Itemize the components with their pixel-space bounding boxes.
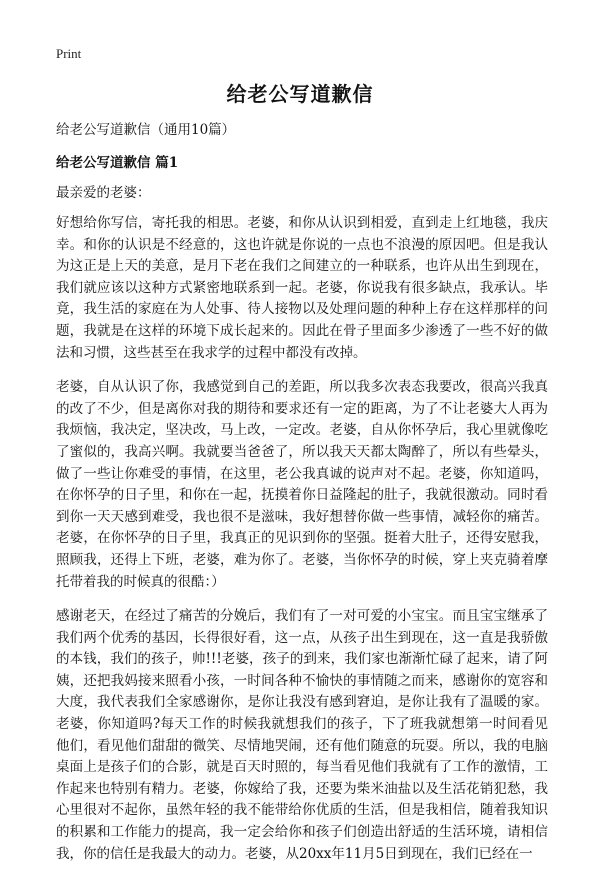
paragraph-1: 好想给你写信，寄托我的相思。老婆，和你从认识到相爱，直到走上红地毯，我庆幸。和你的认识是不经意的，这也许就是你说的一点也不浪漫的原因吧。但是我认为这正是上天的美意，是月下老在我们之间建立的一种联系，也许从出生到现在，我们就应该以这种方式紧密地联系到一起。老婆，你说我有很多缺点，我承认。毕竟，我生活的家庭在为人处事、待人接物以及处理问题的种种上存在这样那样的问题，我就是在这样的环境下成长起来的。因此在骨子里面多少渗透了一些不好的做法和习惯，这些甚至在我求学的过程中都没有改掉。 [56, 215, 548, 361]
page-title: 给老公写道歉信 [226, 82, 374, 106]
letter-salutation: 最亲爱的老婆： [56, 185, 151, 201]
document-body [56, 120, 548, 878]
section-heading: 给老公写道歉信 篇1 [56, 155, 179, 171]
document-subtitle: 给老公写道歉信（通用10篇） [56, 122, 236, 138]
paragraph-2: 老婆，自从认识了你，我感觉到自己的差距，所以我多次表态我要改，很高兴我真的改了不少，但是离你对我的期待和要求还有一定的距离，为了不让老婆大人再为我烦恼，我决定，坚决改，马上改，一定改。老婆，自从你怀孕后，我心里就像吃了蜜似的，我高兴啊。我就要当爸爸了，所以我天天都太陶醉了，所以有些晕头，做了一些让你难受的事情，在这里，老公我真诚的说声对不起。老婆，你知道吗，在你怀孕的日子里，和你在一起，抚摸着你日益隆起的肚子，我就很激动。同时看到你一天天感到难受，我也很不是滋味，我好想替你做一些事情，减轻你的痛苦。老婆，在你怀孕的日子里，我真正的见识到你的坚强。挺着大肚子，还得安慰我，照顾我，还得上下班，老婆，难为你了。老婆，当你怀孕的时候，穿上夹克骑着摩托带着我的时候真的很酷：） [56, 379, 548, 590]
paragraph-3: 感谢老天，在经过了痛苦的分娩后，我们有了一对可爱的小宝宝。而且宝宝继承了我们两个优秀的基因，长得很好看，这一点，从孩子出生到现在，这一直是我骄傲的本钱，我们的孩子，帅!!!老婆，孩子的到来，我们家也渐渐忙碌了起来，请了阿姨，还把我妈接来照看小孩，一时间各种不愉快的事情随之而来，感谢你的宽容和大度，我代表我们全家感谢你，是你让我没有感到窘迫，是你让我有了温暖的家。老婆，你知道吗?每天工作的时候我就想我们的孩子，下了班我就想第一时间看见他们，看见他们甜甜的微笑、尽情地哭闹，还有他们随意的玩耍。所以，我的电脑桌面上是孩子们的合影，就是百天时照的，每当看见他们我就有了工作的激情，工作起来也特别有精力。老婆，你嫁给了我，还要为柴米油盐以及生活花销犯愁，我心里很对不起你，虽然年轻的我不能带给你优质的生活，但是我相信，随着我知识的积累和工作能力的提高，我一定会给你和孩子们创造出舒适的生活环境，请相信我，你的信任是我最大的动力。老婆，从20xx年11月5日到现在，我们已经在一 [56, 608, 548, 862]
print-link[interactable]: Print [56, 46, 82, 61]
